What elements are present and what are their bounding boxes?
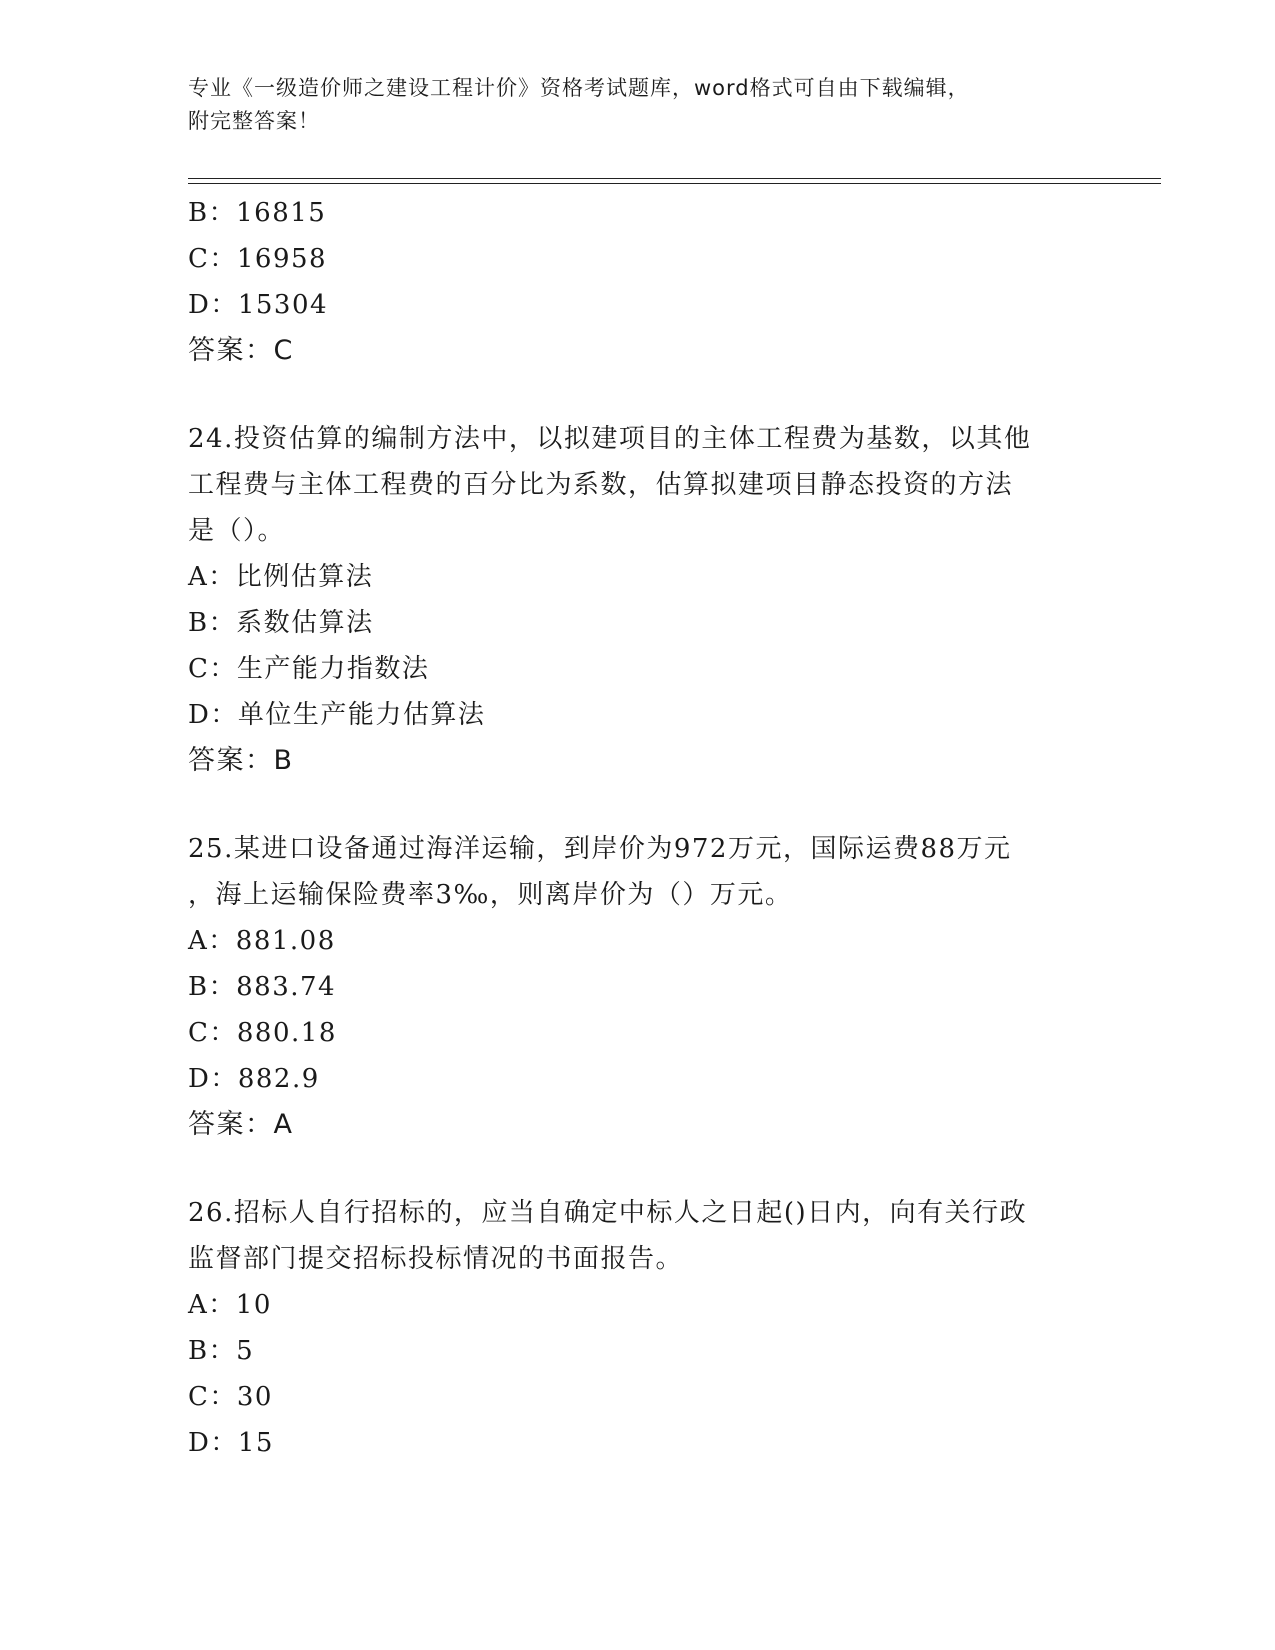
question-stem-line: 工程费与主体工程费的百分比为系数，估算拟建项目静态投资的方法 [188, 470, 1014, 500]
option-d: D：单位生产能力估算法 [188, 700, 486, 730]
header-line-1: 专业《一级造价师之建设工程计价》资格考试题库，word格式可自由下载编辑， [188, 76, 970, 100]
answer-line: 答案：C [188, 335, 294, 366]
question-24 [188, 416, 1088, 784]
option-c: C：880.18 [188, 1018, 337, 1048]
question-stem-line: 是（）。 [188, 516, 286, 546]
question-stem-line: 监督部门提交招标投标情况的书面报告。 [188, 1244, 684, 1274]
question-25 [188, 826, 1088, 1148]
answer-line: 答案：A [188, 1109, 294, 1140]
option-a: A：881.08 [188, 926, 336, 956]
option-a: A：比例估算法 [188, 562, 374, 592]
option-a: A：10 [188, 1290, 272, 1320]
header-divider-top [188, 178, 1161, 179]
question-26 [188, 1190, 1088, 1466]
option-c: C：30 [188, 1382, 273, 1412]
question-23 [188, 190, 1088, 374]
question-stem-line: ，海上运输保险费率3‰，则离岸价为（）万元。 [188, 880, 793, 910]
header-line-2: 附完整答案！ [188, 109, 320, 133]
header-divider-bottom [188, 183, 1161, 184]
option-b: B：5 [188, 1336, 255, 1366]
option-d: D：15304 [188, 290, 329, 320]
question-list [188, 190, 1088, 1466]
answer-line: 答案：B [188, 745, 294, 776]
option-c: C：生产能力指数法 [188, 654, 430, 684]
option-d: D：15 [188, 1428, 274, 1458]
option-b: B：883.74 [188, 972, 337, 1002]
option-b: B：系数估算法 [188, 608, 374, 638]
option-c: C：16958 [188, 244, 328, 274]
option-d: D：882.9 [188, 1064, 320, 1094]
question-stem-line: 24.投资估算的编制方法中，以拟建项目的主体工程费为基数，以其他 [188, 424, 1032, 454]
question-stem-line: 25.某进口设备通过海洋运输，到岸价为972万元，国际运费88万元 [188, 834, 1012, 864]
page-header [188, 72, 1068, 138]
option-b: B：16815 [188, 198, 327, 228]
question-stem-line: 26.招标人自行招标的，应当自确定中标人之日起()日内，向有关行政 [188, 1198, 1028, 1228]
